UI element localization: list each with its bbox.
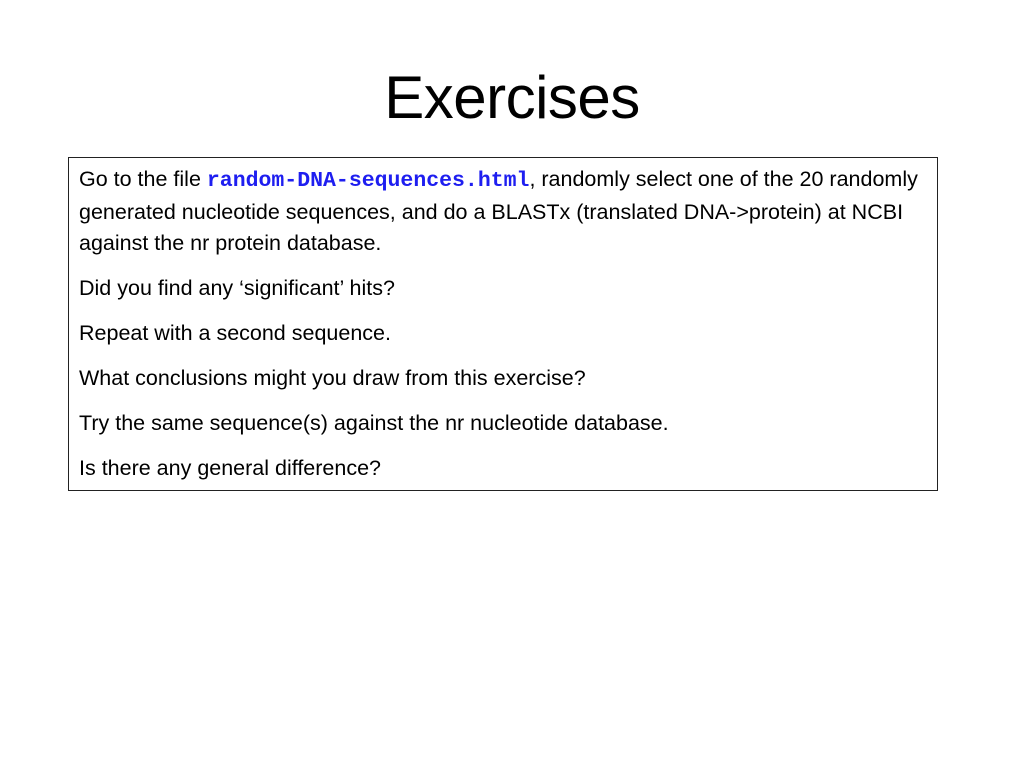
intro-text-after: , randomly select one of the 20 randomly generated nucleotide sequences, and do a BLASTx (translated DNA->protein) at NCBI against the nr protein database.	[79, 167, 918, 255]
file-name: random-DNA-sequences.html	[206, 169, 530, 193]
instruction-nucleotide-db: Try the same sequence(s) against the nr nucleotide database.	[79, 411, 669, 435]
slide-title: Exercises	[384, 64, 640, 131]
exercise-box	[68, 157, 938, 491]
exercise-intro	[79, 164, 929, 259]
question-general-difference: Is there any general difference?	[79, 456, 381, 480]
intro-text-before: Go to the file	[79, 167, 207, 191]
question-significant-hits: Did you find any ‘significant’ hits?	[79, 276, 395, 300]
question-conclusions: What conclusions might you draw from this exercise?	[79, 366, 586, 390]
instruction-repeat: Repeat with a second sequence.	[79, 321, 391, 345]
